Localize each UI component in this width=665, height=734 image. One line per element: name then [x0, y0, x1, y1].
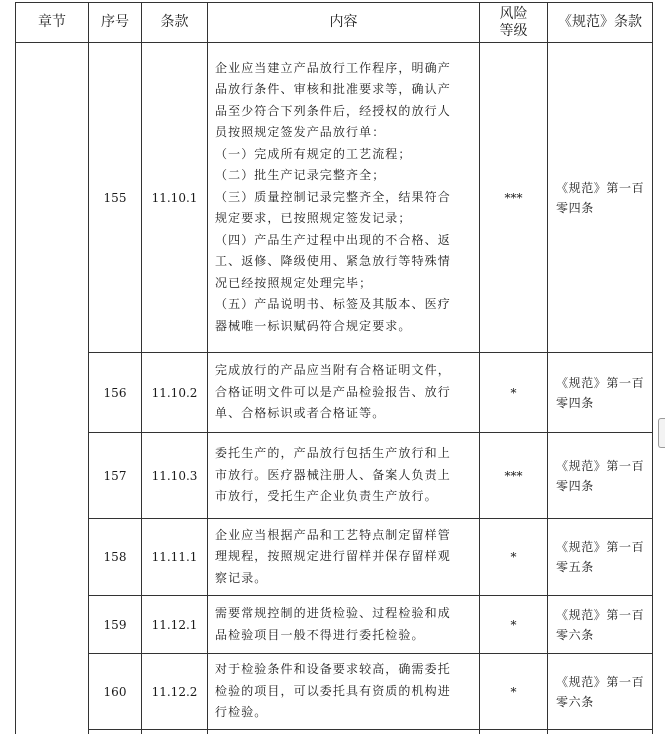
risk-cell-empty: [480, 730, 548, 734]
content-line: 完成放行的产品应当附有合格证明文件，: [215, 363, 451, 378]
clause-cell: 11.12.2: [142, 654, 208, 730]
content-line: 工、返修、降级使用、紧急放行等特殊情: [215, 254, 451, 269]
content-line: 企业应当根据产品和工艺特点制定留样管: [215, 527, 451, 542]
content-cell: [208, 596, 480, 654]
header-chapter: 章节: [16, 3, 89, 43]
content-line: 市放行，受托生产企业负责生产放行。: [215, 489, 438, 504]
regulation-ref-cell: [548, 519, 653, 596]
risk-cell: *: [480, 596, 548, 654]
content-line: （五）产品说明书、标签及其版本、医疗: [215, 297, 451, 312]
header-risk-line1: 风险: [499, 5, 528, 22]
content-line: 况已经按照规定处理完毕；: [215, 275, 373, 290]
risk-cell: *: [480, 654, 548, 730]
header-risk-line2: 等级: [499, 22, 528, 39]
content-line: 品放行条件、审核和批准要求等，确认产: [215, 82, 451, 97]
content-line: （四）产品生产过程中出现的不合格、返: [215, 232, 451, 247]
content-line: 员按照规定签发产品放行单：: [215, 125, 386, 140]
table-row-partial: [16, 730, 653, 734]
risk-cell: *: [480, 353, 548, 433]
regulation-ref-line: 《规范》第一百: [556, 180, 645, 195]
chapter-cell: [16, 43, 89, 734]
risk-cell: *: [480, 519, 548, 596]
regulation-ref-line: 零六条: [556, 694, 594, 709]
seq-cell: 159: [89, 596, 142, 654]
seq-cell-empty: [89, 730, 142, 734]
content-line: 单、合格标识或者合格证等。: [215, 406, 386, 421]
regulation-ref-cell: [548, 43, 653, 353]
header-seq: 序号: [89, 3, 142, 43]
regulation-ref-line: 《规范》第一百: [556, 375, 645, 390]
content-line: 察记录。: [215, 570, 268, 585]
table-row: [16, 596, 653, 654]
content-line: 对于检验条件和设备要求较高，确需委托: [215, 662, 451, 677]
content-line: （三）质量控制记录完整齐全，结果符合: [215, 189, 451, 204]
seq-cell: 160: [89, 654, 142, 730]
clause-cell: 11.10.1: [142, 43, 208, 353]
content-line: 需要常规控制的进货检验、过程检验和成: [215, 606, 451, 620]
content-line: 检验的项目，可以委托具有资质的机构进: [215, 683, 451, 698]
content-line: 市放行。医疗器械注册人、备案人负责上: [215, 467, 451, 482]
regulation-ref-cell-empty: [548, 730, 653, 734]
regulation-table: [15, 2, 653, 734]
risk-cell: ***: [480, 43, 548, 353]
content-cell: [208, 433, 480, 519]
regulation-ref-line: 零四条: [556, 200, 594, 215]
content-line: 企业应当建立产品放行工作程序，明确产: [215, 60, 451, 75]
content-line: 合格证明文件可以是产品检验报告、放行: [215, 384, 451, 399]
regulation-ref-line: 《规范》第一百: [556, 674, 645, 689]
table-row: [16, 519, 653, 596]
clause-cell: 11.10.3: [142, 433, 208, 519]
content-line: （二）批生产记录完整齐全；: [215, 168, 386, 183]
content-cell: [208, 654, 480, 730]
seq-cell: 155: [89, 43, 142, 353]
regulation-ref-line: 零五条: [556, 560, 594, 574]
content-line: 委托生产的，产品放行包括生产放行和上: [215, 446, 451, 461]
content-cell: [208, 519, 480, 596]
side-scroll-handle[interactable]: [658, 418, 665, 448]
regulation-ref-cell: [548, 596, 653, 654]
content-cell: [208, 353, 480, 433]
content-cell-empty: [208, 730, 480, 734]
risk-cell: ***: [480, 433, 548, 519]
content-line: 规定要求，已按照规定签发记录；: [215, 211, 412, 226]
content-line: 品检验项目一般不得进行委托检验。: [215, 627, 425, 642]
table-row: [16, 433, 653, 519]
regulation-ref-cell: [548, 353, 653, 433]
content-line: 品至少符合下列条件后，经授权的放行人: [215, 103, 451, 118]
content-cell: [208, 43, 480, 353]
header-content: 内容: [208, 3, 480, 43]
clause-cell: 11.12.1: [142, 596, 208, 654]
table-row: [16, 43, 653, 353]
clause-cell: 11.10.2: [142, 353, 208, 433]
regulation-ref-line: 零四条: [556, 478, 594, 493]
content-line: 器械唯一标识赋码符合规定要求。: [215, 318, 412, 333]
regulation-ref-line: 《规范》第一百: [556, 607, 645, 622]
content-line: 理规程，按照规定进行留样并保存留样观: [215, 549, 451, 564]
clause-cell-empty: [142, 730, 208, 734]
content-line: 行检验。: [215, 705, 268, 720]
table-header-row: [16, 3, 653, 43]
header-regulation: 《规范》条款: [548, 3, 653, 43]
regulation-ref-cell: [548, 433, 653, 519]
regulation-ref-line: 《规范》第一百: [556, 540, 645, 554]
seq-cell: 156: [89, 353, 142, 433]
content-line: （一）完成所有规定的工艺流程；: [215, 146, 412, 161]
seq-cell: 158: [89, 519, 142, 596]
seq-cell: 157: [89, 433, 142, 519]
table-row: [16, 654, 653, 730]
regulation-ref-line: 零四条: [556, 395, 594, 410]
clause-cell: 11.11.1: [142, 519, 208, 596]
regulation-ref-line: 《规范》第一百: [556, 458, 645, 473]
header-clause: 条款: [142, 3, 208, 43]
table-row: [16, 353, 653, 433]
header-risk: [480, 3, 548, 43]
regulation-ref-cell: [548, 654, 653, 730]
regulation-ref-line: 零六条: [556, 627, 594, 642]
